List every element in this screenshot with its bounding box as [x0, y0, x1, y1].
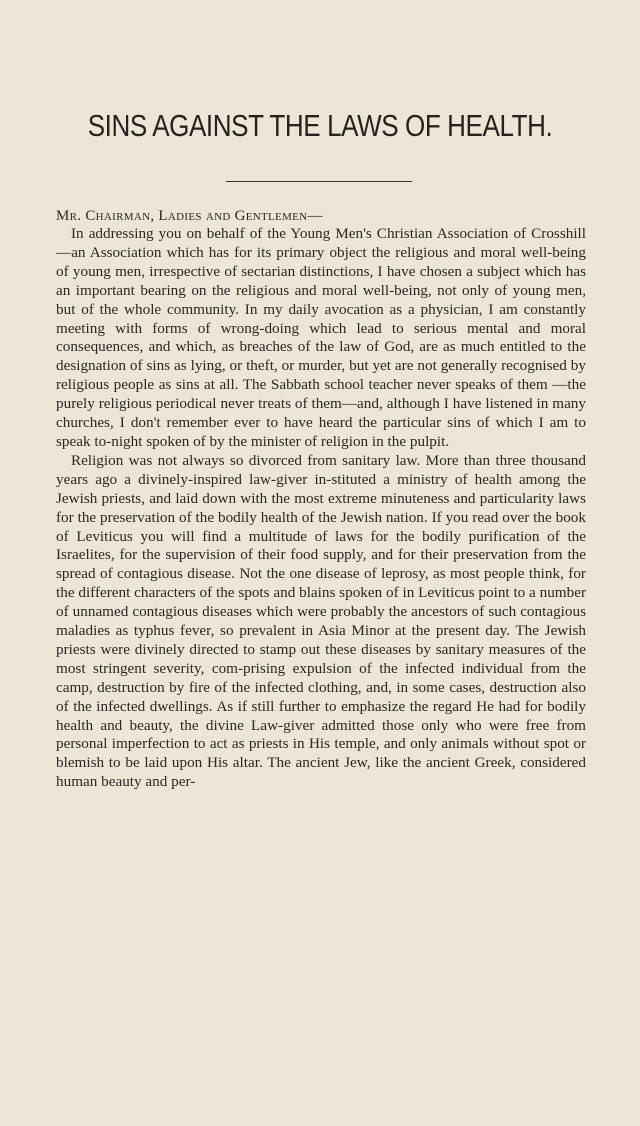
body-text — [56, 225, 586, 792]
title-divider — [226, 181, 412, 182]
paragraph: In addressing you on behalf of the Young Men's Christian Association of Crosshill—an Association which has for its primary object the religious and moral well-being of young men, irrespective of sectarian distinctions, I have chosen a subject which has an important bearing on the religious and moral well-being, not only of young men, but of the whole community. In my daily avocation as a physician, I am constantly meeting with forms of wrong-doing which lead to serious mental and moral consequences, and which, as breaches of the law of God, are as much entitled to the designation of sins as lying, or theft, or murder, but yet are not generally recognised by religious people as sins at all. The Sabbath school teacher never speaks of them —the purely religious periodical never treats of them—and, although I have listened in many churches, I don't remember ever to have heard the particular sins of which I am to speak to-night spoken of by the minister of religion in the pulpit. — [56, 225, 586, 450]
salutation: Mr. Chairman, Ladies and Gentlemen— — [56, 208, 323, 224]
paragraph: Religion was not always so divorced from sanitary law. More than three thousand years ago a divinely-inspired law-giver in-stituted a ministry of health among the Jewish priests, and laid down with the most extreme minuteness and particularity laws for the preservation of the bodily health of the Jewish nation. If you read over the book of Leviticus you will find a multitude of laws for the bodily purification of the Israelites, for the supervision of their food supply, and for their preservation from the spread of contagious disease. Not the one disease of leprosy, as most people think, for the different characters of the spots and blains spoken of in Leviticus point to a number of unnamed contagious diseases which were probably the ancestors of such contagious maladies as typhus fever, so prevalent in Asia Minor at the present day. The Jewish priests were divinely directed to stamp out these diseases by sanitary measures of the most stringent severity, com-prising expulsion of the infected individual from the camp, destruction by fire of the infected clothing, and, in some cases, destruction also of the infected dwellings. As if still further to emphasize the regard He had for bodily health and beauty, the divine Law-giver admitted those only who were free from personal imperfection to act as priests in His temple, and only animals without spot or blemish to be laid upon His altar. The ancient Jew, like the ancient Greek, considered human beauty and per- — [56, 451, 586, 791]
page-title: SINS AGAINST THE LAWS OF HEALTH. — [87, 108, 553, 143]
